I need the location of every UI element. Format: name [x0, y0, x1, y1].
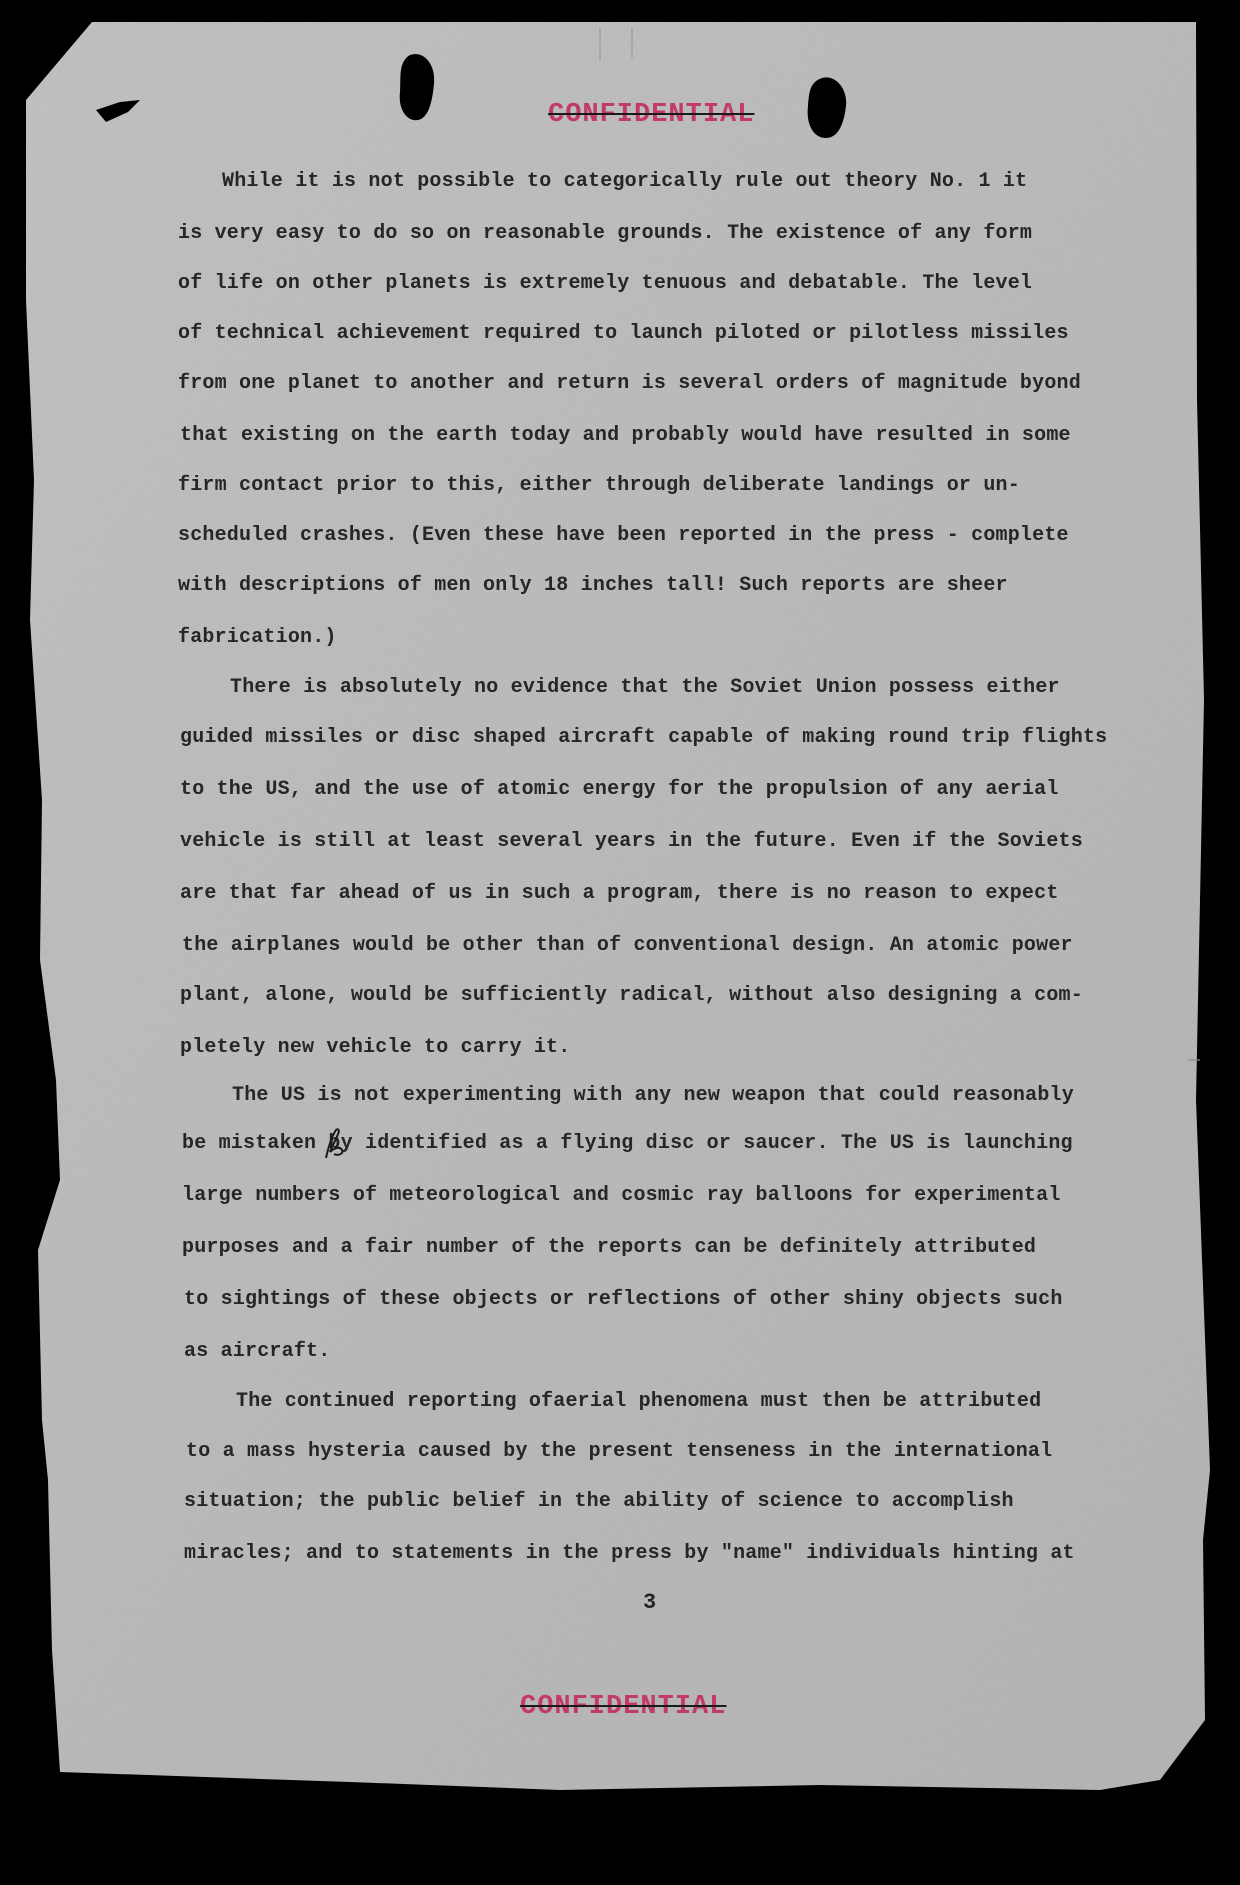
text-line: vehicle is still at least several years in the future. Even if the Soviets	[180, 830, 1083, 853]
text-line: are that far ahead of us in such a program, there is no reason to expect	[180, 882, 1059, 905]
text-line: firm contact prior to this, either through deliberate landings or un-	[178, 474, 1020, 497]
text-line: situation; the public belief in the ability of science to accomplish	[184, 1490, 1014, 1513]
classification-stamp-top: CONFIDENTIAL	[548, 100, 755, 130]
handwritten-correction-mark	[320, 1126, 348, 1160]
text-line: miracles; and to statements in the press by "name" individuals hinting at	[184, 1542, 1075, 1565]
text-line: to sightings of these objects or reflections of other shiny objects such	[184, 1288, 1063, 1311]
text-line: large numbers of meteorological and cosmic ray balloons for experimental	[182, 1184, 1061, 1207]
text-line: to a mass hysteria caused by the present tenseness in the international	[186, 1440, 1053, 1463]
text-line: of life on other planets is extremely tenuous and debatable. The level	[178, 272, 1033, 295]
text-line: with descriptions of men only 18 inches tall! Such reports are sheer	[178, 574, 1008, 597]
text-line: is very easy to do so on reasonable grounds. The existence of any form	[178, 222, 1033, 245]
text-line: scheduled crashes. (Even these have been reported in the press - complete	[178, 524, 1069, 547]
text-line: to the US, and the use of atomic energy for the propulsion of any aerial	[180, 778, 1059, 801]
text-line: The continued reporting ofaerial phenomena must then be attributed	[236, 1390, 1042, 1413]
text-line: that existing on the earth today and probably would have resulted in some	[180, 424, 1071, 447]
text-line: as aircraft.	[184, 1340, 331, 1363]
text-line: There is absolutely no evidence that the Soviet Union possess either	[230, 676, 1060, 699]
text-line: pletely new vehicle to carry it.	[180, 1036, 571, 1059]
classification-stamp-bottom: CONFIDENTIAL	[520, 1692, 727, 1722]
text-line: plant, alone, would be sufficiently radical, without also designing a com-	[180, 984, 1083, 1007]
text-line: guided missiles or disc shaped aircraft capable of making round trip flights	[180, 726, 1108, 749]
text-line: the airplanes would be other than of conventional design. An atomic power	[182, 934, 1073, 957]
text-line: purposes and a fair number of the reports can be definitely attributed	[182, 1236, 1037, 1259]
text-line: The US is not experimenting with any new weapon that could reasonably	[232, 1084, 1074, 1107]
text-line: from one planet to another and return is several orders of magnitude byond	[178, 372, 1081, 395]
text-line: of technical achievement required to launch piloted or pilotless missiles	[178, 322, 1069, 345]
text-line: fabrication.)	[178, 626, 337, 649]
text-line: While it is not possible to categorically rule out theory No. 1 it	[222, 170, 1028, 193]
page-number: 3	[643, 1590, 657, 1615]
text-line: be mistaken by identified as a flying disc or saucer. The US is launching	[182, 1132, 1073, 1155]
